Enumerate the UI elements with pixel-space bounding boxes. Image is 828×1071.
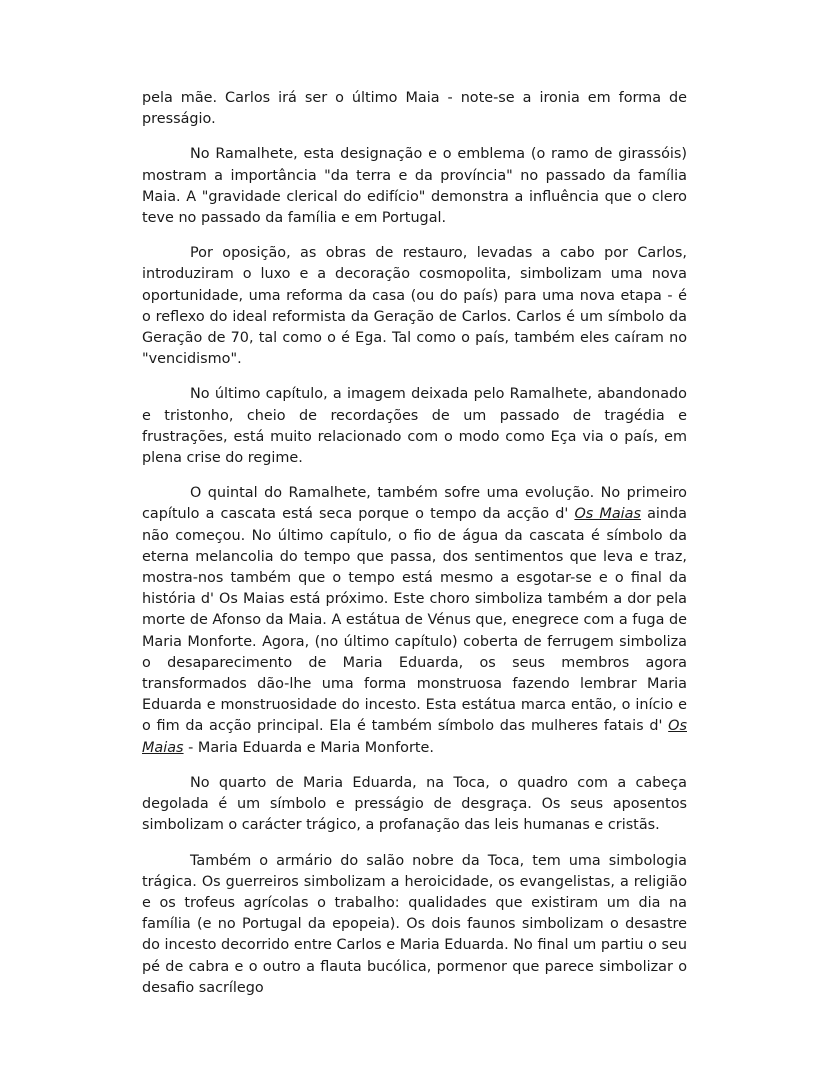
paragraph-text: No quarto de Maria Eduarda, na Toca, o quadro com a cabeça degolada é um símbolo e presságio de desgraça. Os seus aposentos simbolizam o carácter trágico, a profanação das leis humanas e cristãs. bbox=[142, 774, 687, 834]
paragraph-p5 bbox=[142, 483, 687, 759]
paragraph-text: - Maria Eduarda e Maria Monforte. bbox=[183, 739, 434, 756]
paragraph-text: Por oposição, as obras de restauro, levadas a cabo por Carlos, introduziram o luxo e a decoração cosmopolita, simbolizam uma nova oportunidade, uma reforma da casa (ou do país) para uma nova etapa - é o reflexo do ideal reformista da Geração de Carlos. Carlos é um símbolo da Geração de 70, tal como o é Ega. Tal como o país, também eles caíram no "vencidismo". bbox=[142, 245, 687, 368]
paragraph-text: pela mãe. Carlos irá ser o último Maia - note-se a ironia em forma de presságio. bbox=[142, 90, 687, 128]
paragraph-text: No Ramalhete, esta designação e o emblema (o ramo de girassóis) mostram a importância "da terra e da província" no passado da família Maia. A "gravidade clerical do edifício" demonstra a influência que o clero teve no passado da família e em Portugal. bbox=[142, 146, 687, 227]
paragraph-p2 bbox=[142, 144, 687, 229]
paragraph-p1 bbox=[142, 88, 687, 130]
text-column bbox=[142, 88, 687, 999]
paragraph-text: O quintal do Ramalhete, também sofre uma evolução. No primeiro capítulo a cascata está seca porque o tempo da acção d' bbox=[142, 485, 687, 523]
paragraph-p6 bbox=[142, 773, 687, 837]
book-title-reference: Os Maias bbox=[142, 718, 687, 756]
paragraph-p4 bbox=[142, 384, 687, 469]
paragraph-p7 bbox=[142, 851, 687, 999]
paragraph-text: Também o armário do salão nobre da Toca, tem uma simbologia trágica. Os guerreiros simbolizam a heroicidade, os evangelistas, a religião e os trofeus agrícolas o trabalho: qualidades que existiram um dia na família (e no Portugal da epopeia). Os dois faunos simbolizam o desastre do incesto decorrido entre Carlos e Maria Eduarda. No final um partiu o seu pé de cabra e o outro a flauta bucólica, pormenor que parece simbolizar o desafio sacrílego bbox=[142, 852, 687, 996]
paragraph-text: ainda não começou. No último capítulo, o fio de água da cascata é símbolo da eterna melancolia do tempo que passa, dos sentimentos que leva e traz, mostra-nos também que o tempo está mesmo a esgotar-se e o final da história d' Os Maias está próximo. Este choro simboliza também a dor pela morte de Afonso da Maia. A estátua de Vénus que, enegrece com a fuga de Maria Monforte. Agora, (no último capítulo) coberta de ferrugem simboliza o desaparecimento de Maria Eduarda, os seus membros agora transformados dão-lhe uma forma monstruosa fazendo lembrar Maria Eduarda e monstruosidade do incesto. Esta estátua marca então, o início e o fim da acção principal. Ela é também símbolo das mulheres fatais d' bbox=[142, 506, 688, 735]
book-title-reference: Os Maias bbox=[574, 506, 641, 523]
paragraph-p3 bbox=[142, 243, 687, 370]
paragraph-text: No último capítulo, a imagem deixada pelo Ramalhete, abandonado e tristonho, cheio de recordações de um passado de tragédia e frustrações, está muito relacionado com o modo como Eça via o país, em plena crise do regime. bbox=[142, 386, 687, 467]
